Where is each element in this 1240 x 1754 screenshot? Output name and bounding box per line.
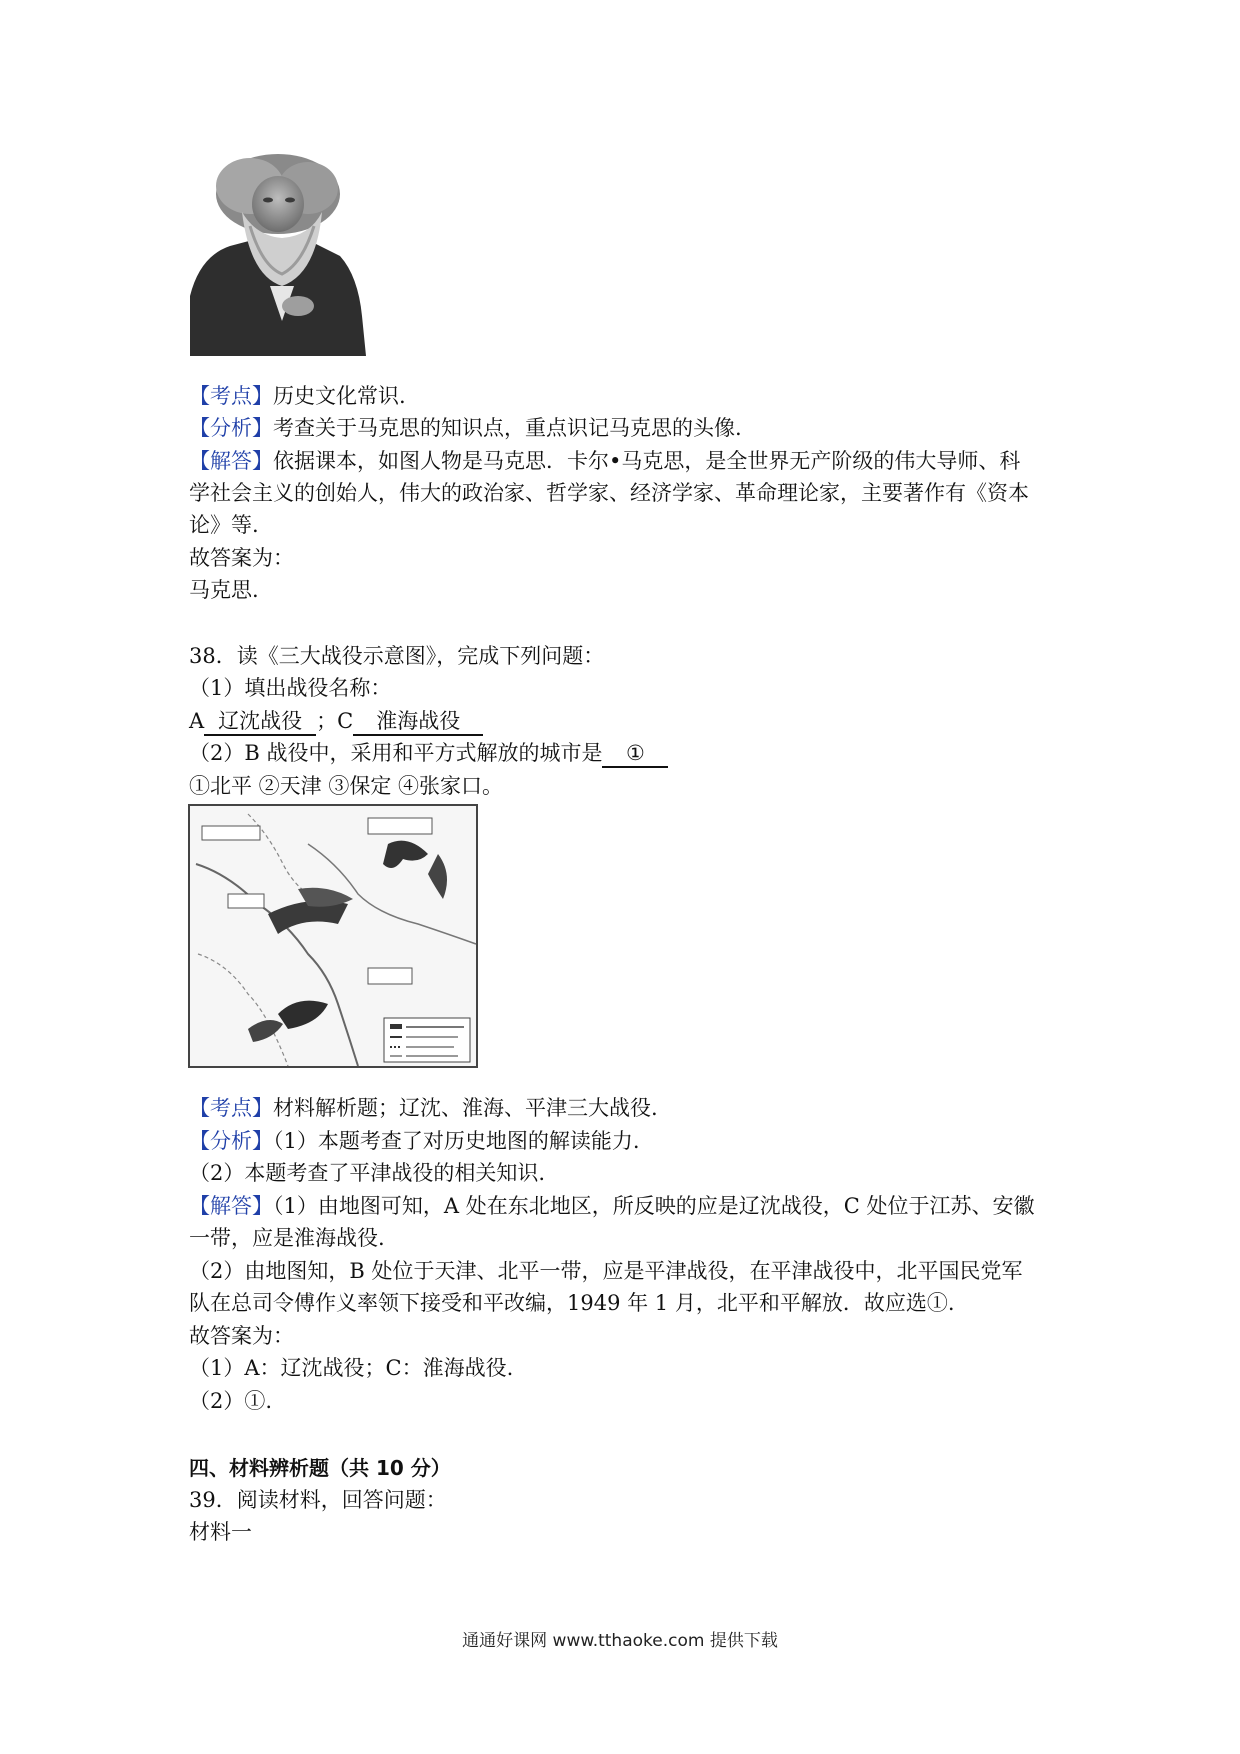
q38-stem: 38．读《三大战役示意图》，完成下列问题：: [189, 644, 605, 668]
q39-stem: 39．阅读材料，回答问题：: [189, 1488, 447, 1512]
a-prefix: A: [189, 709, 205, 733]
q38-sub2: [189, 737, 1069, 769]
q38-fenxi: [189, 1125, 1069, 1157]
q38-sub1: （1）填出战役名称：: [189, 676, 392, 700]
q39-material1: 材料一: [189, 1520, 252, 1544]
jieda-text-line1: （1）由地图可知，A 处在东北地区，所反映的应是辽沈战役，C 处位于江苏、安徽: [273, 1194, 1035, 1218]
q37-jieda-line3: 论》等.: [189, 513, 259, 537]
q38-jieda: [189, 1190, 1069, 1222]
q38-jieda-line4: 队在总司令傅作义率领下接受和平改编，1949 年 1 月，北平和平解放．故应选①.: [189, 1291, 955, 1315]
karl-marx-portrait-photo: [190, 146, 366, 356]
three-campaigns-map: [188, 804, 478, 1068]
sub2-prefix: （2）B 战役中，采用和平方式解放的城市是: [189, 741, 603, 765]
q38-fenxi-line2: （2）本题考查了平津战役的相关知识.: [189, 1161, 546, 1185]
q37-answer: 马克思.: [189, 578, 259, 602]
q38-answer1: （1）A：辽沈战役；C：淮海战役.: [189, 1356, 514, 1380]
q37-jieda-line2: 学社会主义的创始人，伟大的政治家、哲学家、经济学家、革命理论家，主要著作有《资本: [189, 481, 1029, 505]
jieda-text-line1: 依据课本，如图人物是马克思．卡尔•马克思，是全世界无产阶级的伟大导师、科: [273, 449, 1021, 473]
fenxi-tag: 【分析】: [189, 416, 273, 440]
q37-jieda: [189, 445, 1069, 477]
a-answer-blank: 辽沈战役: [204, 708, 316, 736]
q38-options: ①北平 ②天津 ③保定 ④张家口。: [189, 774, 504, 798]
q38-kaodian: [189, 1092, 1069, 1124]
q38-blanks-row: [189, 705, 1069, 737]
sub2-answer-blank: ①: [602, 740, 668, 768]
jieda-tag: 【解答】: [189, 1194, 273, 1218]
fenxi-text: （1）本题考查了对历史地图的解读能力.: [273, 1129, 640, 1153]
section4-title: 四、材料辨析题（共 10 分）: [189, 1456, 451, 1480]
fenxi-tag: 【分析】: [189, 1129, 273, 1153]
q38-answer-label: 故答案为：: [189, 1324, 294, 1348]
kaodian-tag: 【考点】: [189, 384, 273, 408]
q38-jieda-line3: （2）由地图知，B 处位于天津、北平一带，应是平津战役，在平津战役中，北平国民党军: [189, 1259, 1023, 1283]
kaodian-text: 历史文化常识.: [273, 384, 406, 408]
kaodian-text: 材料解析题；辽沈、淮海、平津三大战役.: [273, 1096, 658, 1120]
c-answer-blank: 淮海战役: [353, 708, 483, 736]
c-prefix: ；C: [316, 709, 354, 733]
q37-answer-label: 故答案为：: [189, 546, 294, 570]
q37-kaodian: [189, 380, 1069, 412]
jieda-tag: 【解答】: [189, 449, 273, 473]
kaodian-tag: 【考点】: [189, 1096, 273, 1120]
q37-fenxi: [189, 412, 1069, 444]
q38-answer2: （2）①.: [189, 1389, 273, 1413]
q38-jieda-line2: 一带，应是淮海战役.: [189, 1226, 385, 1250]
fenxi-text: 考查关于马克思的知识点，重点识记马克思的头像.: [273, 416, 742, 440]
page-footer: 通通好课网 www.tthaoke.com 提供下载: [462, 1631, 778, 1651]
